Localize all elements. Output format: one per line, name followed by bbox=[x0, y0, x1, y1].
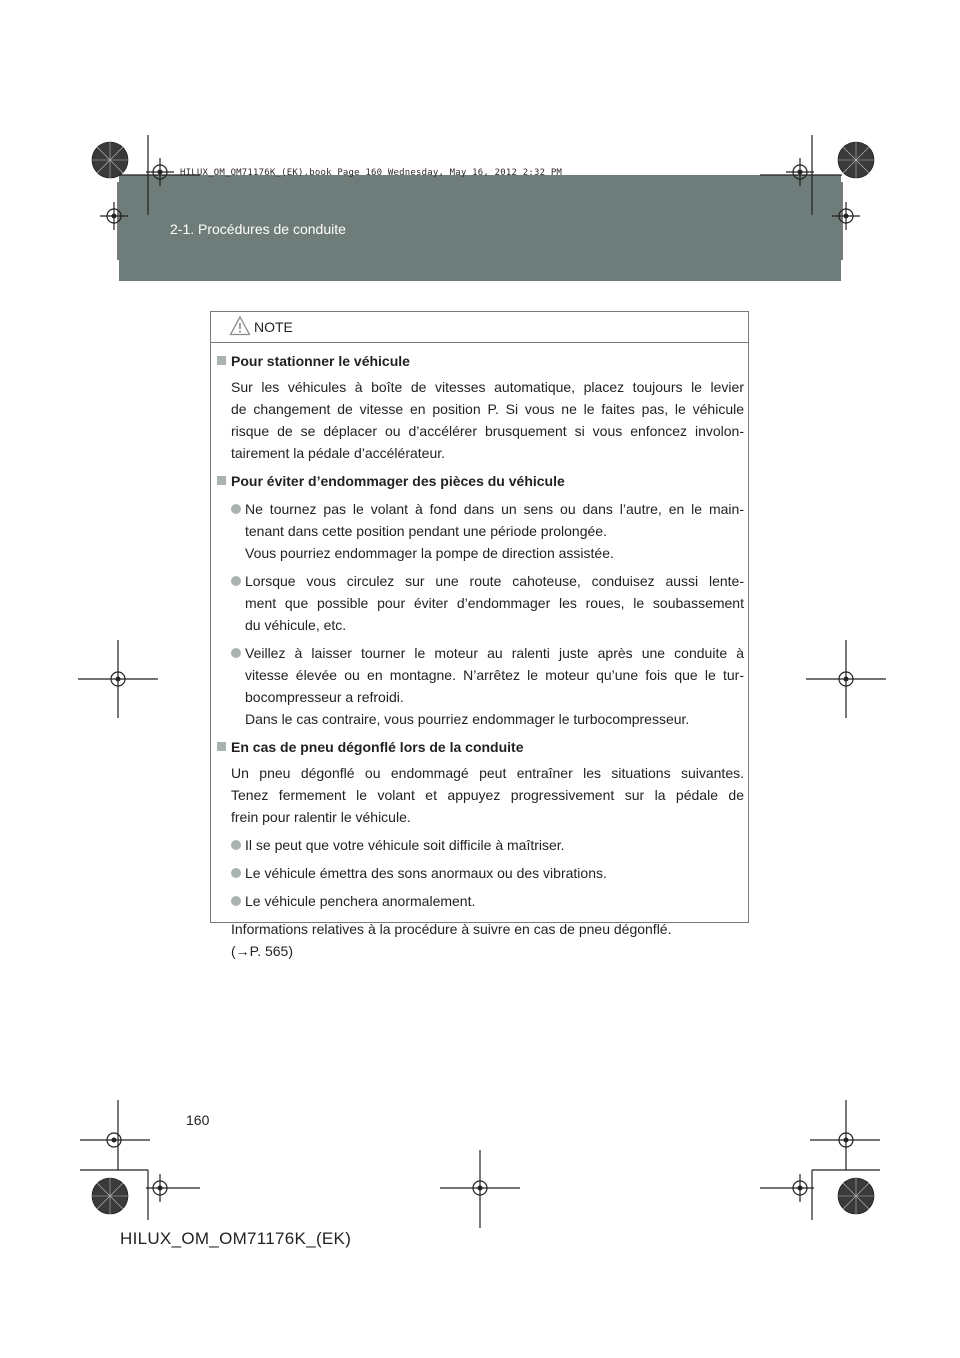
note-item-title: Pour éviter d’endommager des pièces du véhicule bbox=[231, 473, 565, 489]
square-bullet-icon bbox=[217, 356, 226, 365]
text-line: Informations relatives à la procédure à suivre en cas de pneu dégonflé. bbox=[231, 921, 672, 937]
page-reference-link[interactable]: (→P. 565) bbox=[231, 943, 293, 959]
note-item-parking bbox=[217, 350, 744, 464]
book-info-line: HILUX_OM_OM71176K_(EK).book Page 160 Wednesday, May 16, 2012 2:32 PM bbox=[180, 168, 563, 178]
note-header bbox=[211, 312, 748, 343]
list-item bbox=[231, 862, 744, 884]
note-paragraph bbox=[231, 376, 744, 464]
text-line: Tenez fermement le volant et appuyez progressivement sur la pédale de bbox=[231, 787, 744, 803]
text-line: Le véhicule émettra des sons anormaux ou des vibrations. bbox=[245, 865, 607, 881]
text-line: Ne tournez pas le volant à fond dans un sens ou dans l’autre, en le main- bbox=[245, 501, 744, 517]
square-bullet-icon bbox=[217, 476, 226, 485]
list-item bbox=[231, 642, 744, 730]
round-bullet-icon bbox=[231, 504, 241, 514]
text-line: risque de se déplacer ou d’accélérer brusquement si vous enfoncez involon- bbox=[231, 423, 744, 439]
note-paragraph bbox=[231, 918, 744, 962]
text-line: bocompresseur a refroidi. bbox=[245, 689, 404, 705]
note-item-title: En cas de pneu dégonflé lors de la conduite bbox=[231, 739, 524, 755]
section-title: 2-1. Procédures de conduite bbox=[170, 221, 346, 237]
round-bullet-icon bbox=[231, 648, 241, 658]
text-line: Sur les véhicules à boîte de vitesses automatique, placez toujours le levier bbox=[231, 379, 744, 395]
list-item bbox=[231, 570, 744, 636]
list-item bbox=[231, 498, 744, 564]
square-bullet-icon bbox=[217, 742, 226, 751]
text-line: Vous pourriez endommager la pompe de direction assistée. bbox=[245, 545, 614, 561]
text-line: ment que possible pour éviter d’endommager les roues, le soubassement bbox=[245, 595, 744, 611]
text-line: Lorsque vous circulez sur une route cahoteuse, conduisez aussi lente- bbox=[245, 573, 744, 589]
note-item-flat-tire bbox=[217, 736, 744, 962]
text-line: vitesse élevée ou en montagne. N’arrêtez le moteur qu’une fois que le tur- bbox=[245, 667, 744, 683]
text-line: Il se peut que votre véhicule soit difficile à maîtriser. bbox=[245, 837, 565, 853]
text-line: du véhicule, etc. bbox=[245, 617, 347, 633]
text-line: Veillez à laisser tourner le moteur au ralenti juste après une conduite à bbox=[245, 645, 744, 661]
page-number: 160 bbox=[186, 1112, 210, 1128]
round-bullet-icon bbox=[231, 896, 241, 906]
text-line: de changement de vitesse en position P. Si vous ne le faites pas, le véhicule bbox=[231, 401, 744, 417]
note-box bbox=[210, 311, 749, 959]
warning-triangle-icon bbox=[229, 315, 251, 337]
text-line: tairement la pédale d’accélérateur. bbox=[231, 445, 446, 461]
round-bullet-icon bbox=[231, 576, 241, 586]
text-line: tenant dans cette position pendant une période prolongée. bbox=[245, 523, 607, 539]
document-id: HILUX_OM_OM71176K_(EK) bbox=[120, 1229, 352, 1248]
note-paragraph bbox=[231, 762, 744, 828]
note-body bbox=[217, 350, 744, 962]
note-item-avoid-damage bbox=[217, 470, 744, 730]
text-line: Un pneu dégonflé ou endommagé peut entraîner les situations suivantes. bbox=[231, 765, 744, 781]
note-label: NOTE bbox=[254, 319, 293, 335]
text-line: frein pour ralentir le véhicule. bbox=[231, 809, 411, 825]
text-line: Dans le cas contraire, vous pourriez endommager le turbocompresseur. bbox=[245, 711, 690, 727]
round-bullet-icon bbox=[231, 868, 241, 878]
list-item bbox=[231, 890, 744, 912]
list-item bbox=[231, 834, 744, 856]
text-line: Le véhicule penchera anormalement. bbox=[245, 893, 476, 909]
note-item-title: Pour stationner le véhicule bbox=[231, 353, 410, 369]
round-bullet-icon bbox=[231, 840, 241, 850]
